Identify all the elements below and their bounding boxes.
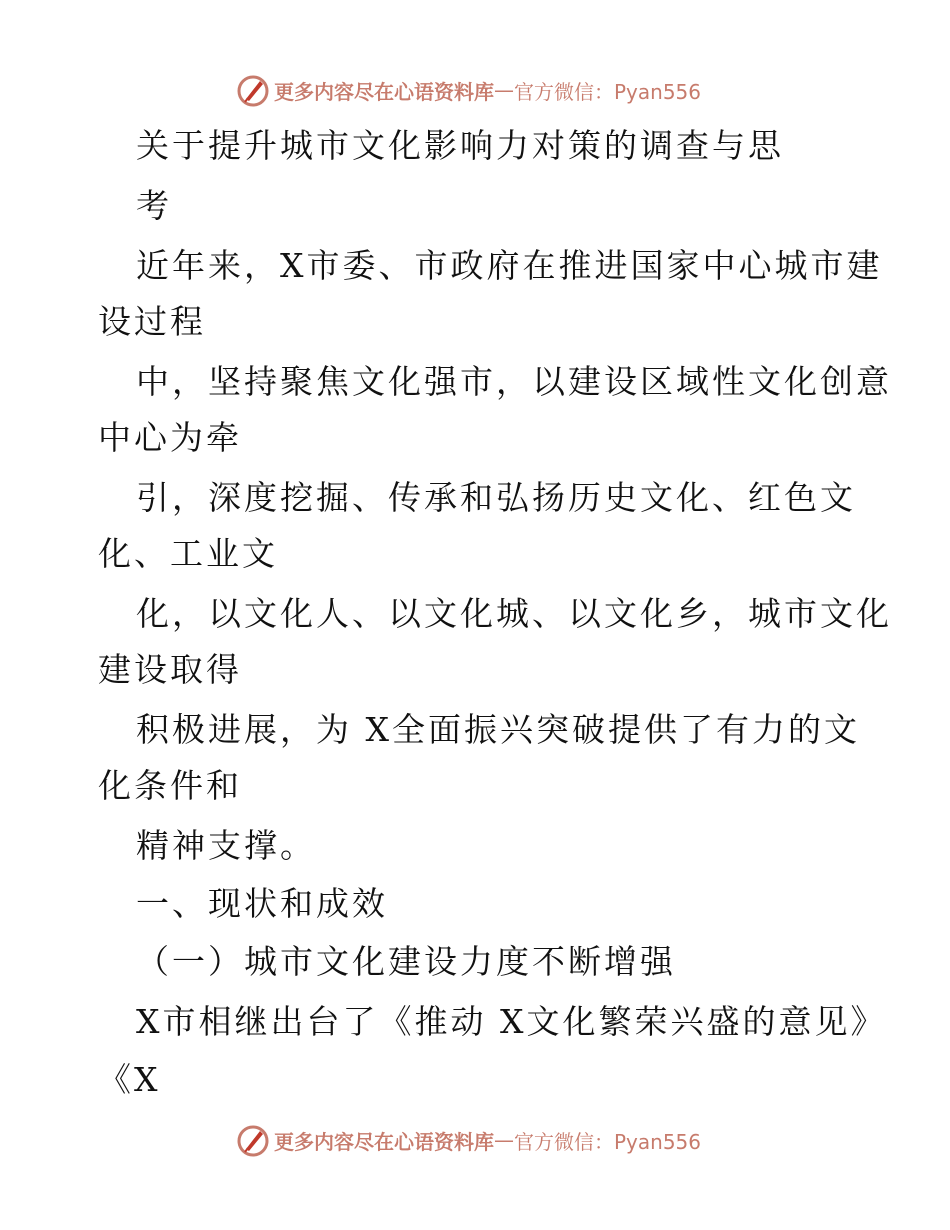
paragraph-line: X市相继出台了《推动 X文化繁荣兴盛的意见》 xyxy=(136,1002,887,1041)
banner-main-text: 更多内容尽在心语资料库 xyxy=(274,1129,494,1154)
paragraph-line: 近年来，X市委、市政府在推进国家中心城市建 xyxy=(136,246,883,285)
quill-pen-logo-icon xyxy=(236,1123,270,1157)
paragraph-line: 化条件和 xyxy=(98,766,242,805)
quill-pen-logo-icon xyxy=(236,73,270,107)
footer-watermark-banner xyxy=(236,1122,701,1158)
section-heading: 一、现状和成效 xyxy=(136,884,388,923)
header-watermark-banner xyxy=(236,72,701,108)
paragraph-line: 中心为牵 xyxy=(98,418,242,457)
subsection-heading: （一）城市文化建设力度不断增强 xyxy=(136,942,676,981)
banner-main-text: 更多内容尽在心语资料库 xyxy=(274,79,494,104)
document-title-line-2: 考 xyxy=(136,186,172,225)
banner-wechat-text: 官方微信：Pyan556 xyxy=(514,79,702,104)
document-title-line-1: 关于提升城市文化影响力对策的调查与思 xyxy=(136,126,784,165)
paragraph-line: 引，深度挖掘、传承和弘扬历史文化、红色文 xyxy=(136,478,856,517)
paragraph-line: 精神支撑。 xyxy=(136,826,316,865)
paragraph-line: 化、工业文 xyxy=(98,534,278,573)
banner-dash: — xyxy=(494,1128,514,1152)
paragraph-line: 建设取得 xyxy=(98,650,242,689)
paragraph-line: 设过程 xyxy=(98,302,206,341)
paragraph-line: 《X xyxy=(98,1060,161,1099)
banner-dash: — xyxy=(494,78,514,102)
paragraph-line: 化，以文化人、以文化城、以文化乡，城市文化 xyxy=(136,594,892,633)
paragraph-line: 中，坚持聚焦文化强市，以建设区域性文化创意 xyxy=(136,362,892,401)
banner-wechat-text: 官方微信：Pyan556 xyxy=(514,1129,702,1154)
paragraph-line: 积极进展，为 X全面振兴突破提供了有力的文 xyxy=(136,710,860,749)
